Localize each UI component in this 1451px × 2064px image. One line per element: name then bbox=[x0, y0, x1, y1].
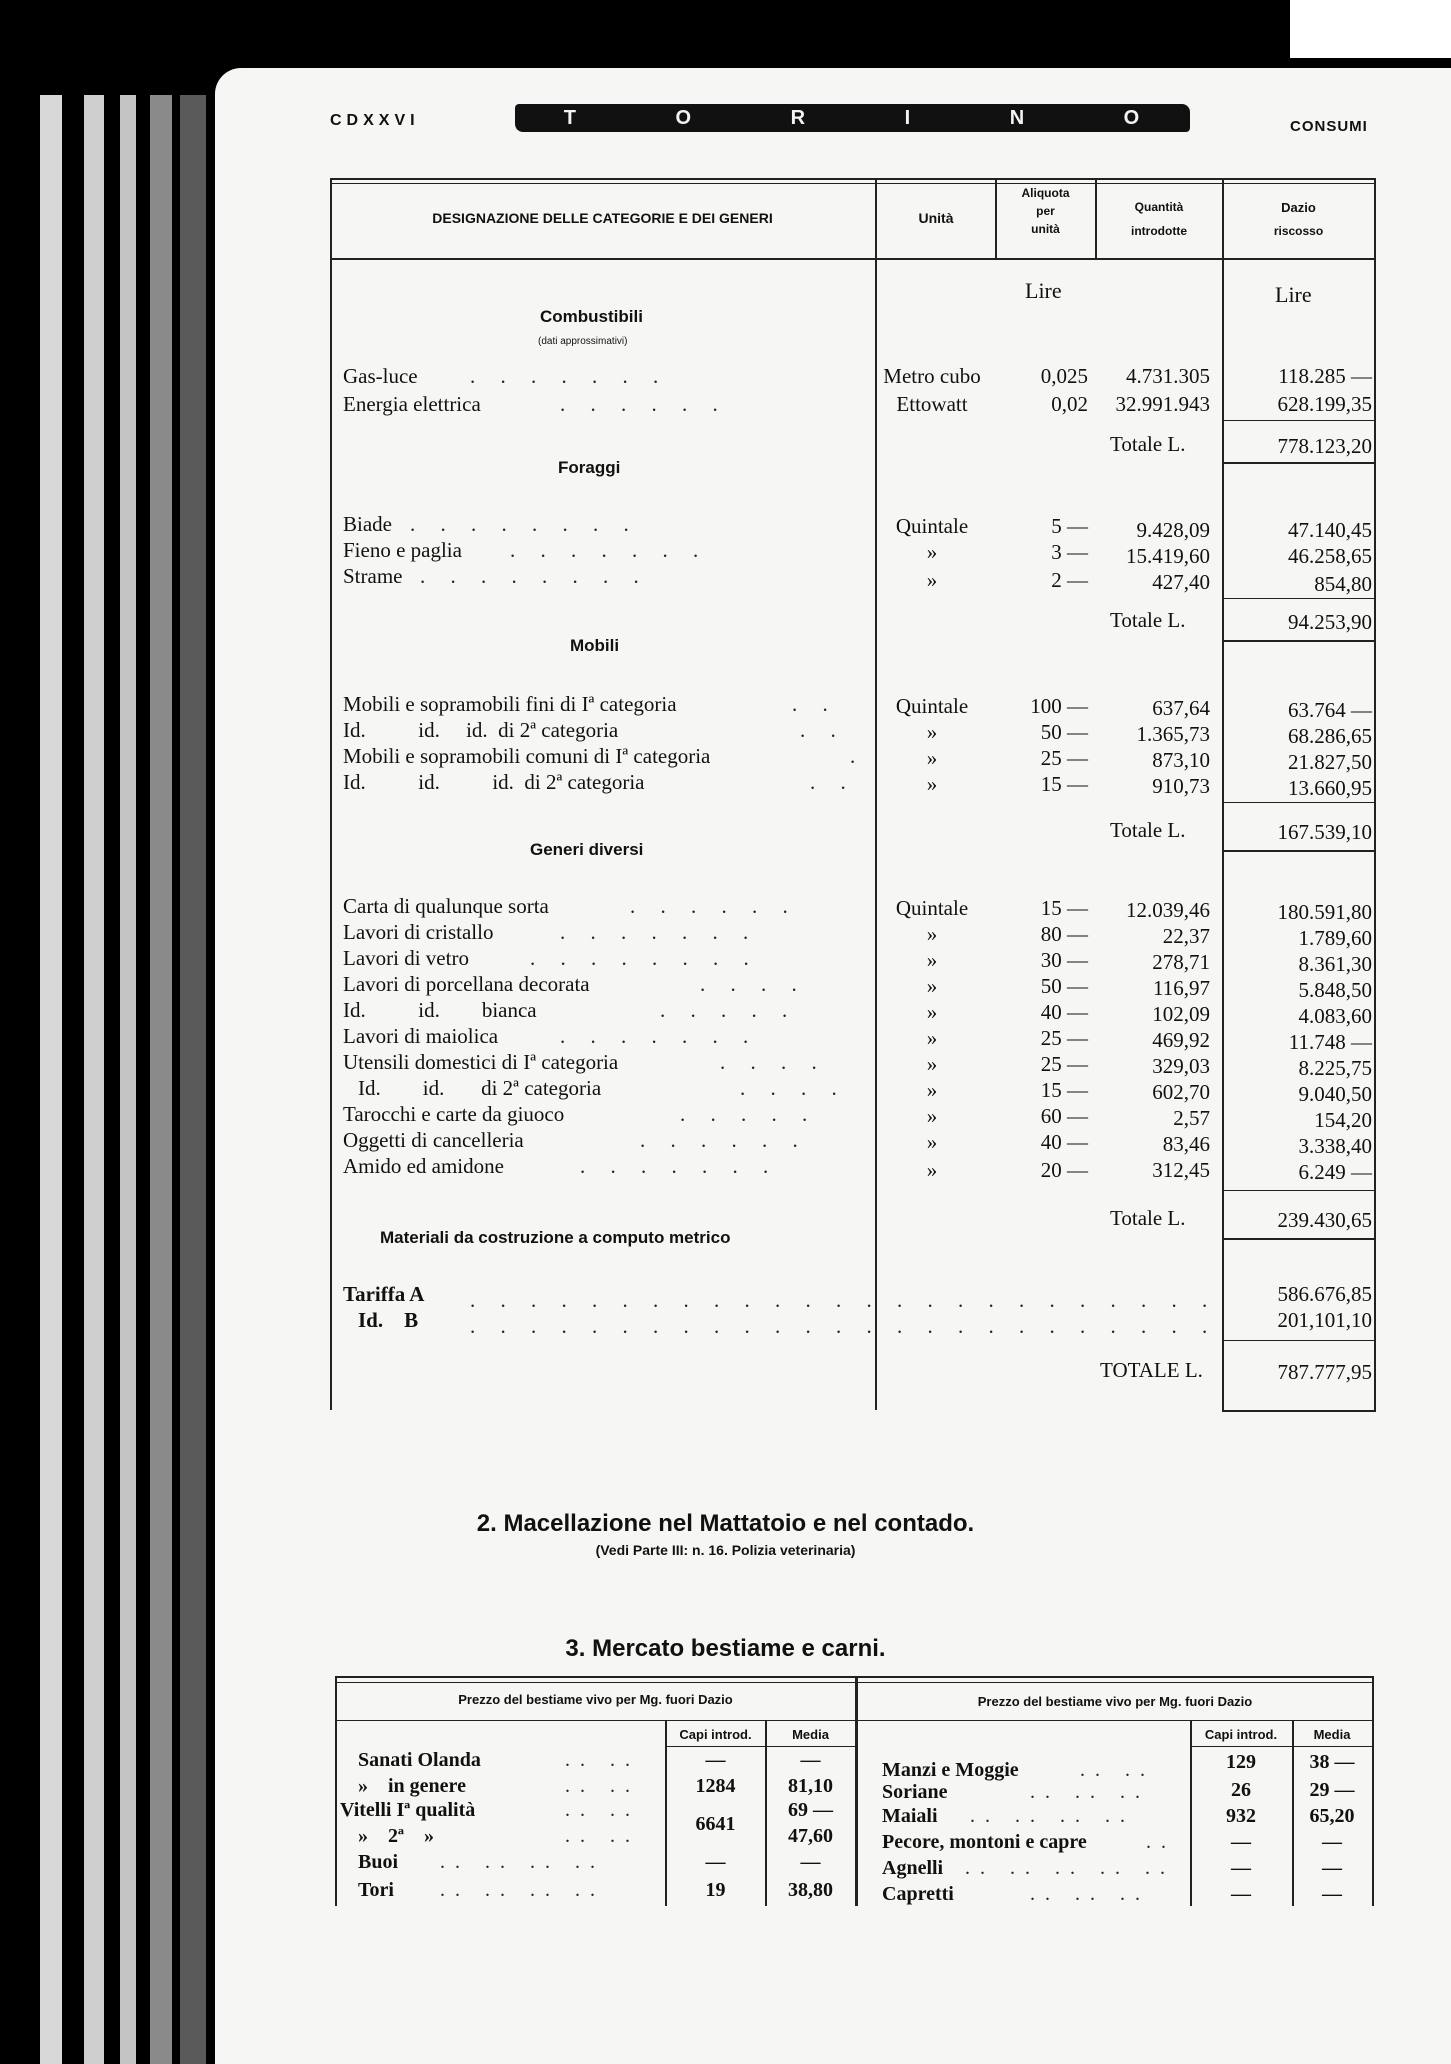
row-quantity: 1.365,73 bbox=[1136, 722, 1210, 746]
row-unit: » bbox=[926, 540, 938, 564]
market-col-capi-left bbox=[665, 1720, 667, 1906]
row-dazio: 21.827,50 bbox=[1288, 750, 1372, 774]
row-aliquota: 30 — bbox=[1040, 948, 1088, 972]
market-border-top-inner bbox=[335, 1682, 1372, 1683]
row-unit: » bbox=[926, 1158, 938, 1182]
market-border-right bbox=[1372, 1676, 1374, 1906]
page-number: CDXXVI bbox=[330, 112, 420, 129]
row-dazio: 46.258,65 bbox=[1288, 544, 1372, 568]
row-dazio: 586.676,85 bbox=[1277, 1282, 1372, 1306]
leader-dots: .. .. bbox=[565, 1799, 640, 1821]
book-edge bbox=[84, 95, 104, 2064]
total-rule bbox=[1222, 462, 1374, 464]
leader-dots: . . . . . . bbox=[640, 1128, 808, 1152]
row-unit: Quintale bbox=[895, 694, 969, 718]
row-quantity: 12.039,46 bbox=[1126, 898, 1210, 922]
total-mobili: 167.539,10 bbox=[1277, 820, 1372, 844]
table-header-rule bbox=[330, 258, 1376, 260]
row-aliquota: 0,025 bbox=[1040, 364, 1088, 388]
leader-dots: . . . . . . . . bbox=[530, 946, 759, 970]
row-unit: » bbox=[926, 746, 938, 770]
book-edge bbox=[40, 95, 62, 2064]
row-unit: » bbox=[926, 974, 938, 998]
header-dazio-1: Dazio bbox=[1281, 200, 1316, 215]
row-aliquota: 20 — bbox=[1040, 1158, 1088, 1182]
row-unit: » bbox=[926, 1104, 938, 1128]
market-row-capi: — bbox=[705, 1851, 726, 1873]
row-dazio: 180.591,80 bbox=[1277, 900, 1372, 924]
header-quantity-2: introdotte bbox=[1131, 224, 1187, 238]
row-desc: Amido ed amidone bbox=[343, 1154, 504, 1178]
leader-dots: . . . . . . . bbox=[470, 364, 669, 388]
book-edge bbox=[120, 95, 136, 2064]
total-foraggi: 94.253,90 bbox=[1288, 610, 1372, 634]
row-quantity: 278,71 bbox=[1152, 950, 1210, 974]
row-aliquota: 40 — bbox=[1040, 1000, 1088, 1024]
row-dazio: 628.199,35 bbox=[1277, 392, 1372, 416]
leader-dots: . . . . . . . bbox=[560, 920, 759, 944]
market-subheader-rule-left bbox=[665, 1746, 855, 1747]
table-border-right bbox=[1374, 178, 1376, 1410]
row-aliquota: 100 — bbox=[1030, 694, 1088, 718]
leader-dots: . . . . . . . bbox=[560, 1024, 759, 1048]
market-row-capi: — bbox=[1231, 1857, 1251, 1879]
row-dazio: 5.848,50 bbox=[1298, 978, 1372, 1002]
header-dazio-2: riscosso bbox=[1273, 224, 1324, 238]
leader-dots: .. .. .. .. bbox=[440, 1879, 605, 1901]
currency-dazio: Lire bbox=[1275, 282, 1312, 307]
row-unit: Quintale bbox=[895, 896, 969, 920]
leader-dots: .. .. .. .. .. bbox=[965, 1857, 1175, 1879]
leader-dots: . . . . . . . bbox=[580, 1154, 779, 1178]
market-row-label: Maiali bbox=[882, 1805, 938, 1827]
market-divider-center bbox=[855, 1676, 858, 1906]
market-row-label: Manzi e Moggie bbox=[882, 1759, 1019, 1781]
row-quantity: 32.991.943 bbox=[1115, 392, 1210, 416]
section-title: CONSUMI bbox=[1290, 118, 1368, 135]
market-left-header: Prezzo del bestiame vivo per Mg. fuori Dazio bbox=[458, 1692, 733, 1707]
market-row-media: 38 — bbox=[1309, 1751, 1355, 1773]
sum-rule bbox=[1222, 802, 1374, 803]
row-unit: Ettowatt bbox=[896, 392, 968, 416]
row-dazio: 63.764 — bbox=[1288, 698, 1372, 722]
row-quantity: 116,97 bbox=[1153, 976, 1210, 1000]
market-row-label: Buoi bbox=[358, 1851, 399, 1873]
row-aliquota: 25 — bbox=[1040, 1052, 1088, 1076]
row-dazio: 13.660,95 bbox=[1288, 776, 1372, 800]
market-row-label: Pecore, montoni e capre bbox=[882, 1831, 1087, 1853]
sum-rule bbox=[1222, 1340, 1374, 1341]
row-desc: Mobili e sopramobili comuni di Iª categoria bbox=[343, 744, 711, 768]
row-unit: » bbox=[926, 1026, 938, 1050]
market-row-label: Capretti bbox=[882, 1883, 954, 1905]
row-desc: Id. B bbox=[358, 1308, 419, 1332]
market-row-media: — bbox=[1322, 1857, 1342, 1879]
banner-letter: N bbox=[1009, 106, 1027, 129]
market-row-capi: 129 bbox=[1226, 1751, 1256, 1773]
row-quantity: 602,70 bbox=[1152, 1080, 1210, 1104]
row-desc: Lavori di cristallo bbox=[343, 920, 494, 944]
row-dazio: 201,101,10 bbox=[1277, 1308, 1372, 1332]
row-desc: Biade bbox=[343, 512, 392, 536]
row-unit: » bbox=[926, 1130, 938, 1154]
market-row-media: 38,80 bbox=[788, 1879, 833, 1901]
row-aliquota: 0,02 bbox=[1051, 392, 1088, 416]
row-desc: Strame bbox=[343, 564, 403, 588]
market-row-capi: — bbox=[1231, 1883, 1251, 1905]
market-row-label: Soriane bbox=[882, 1781, 948, 1803]
row-desc: Utensili domestici di Iª categoria bbox=[343, 1050, 619, 1074]
table-border-bottom bbox=[1222, 1410, 1376, 1412]
grand-total-label: TOTALE L. bbox=[1100, 1358, 1203, 1382]
market-left-col-capi: Capi introd. bbox=[679, 1727, 752, 1742]
book-edge bbox=[180, 95, 206, 2064]
market-row-media: — bbox=[1322, 1883, 1342, 1905]
col-divider-quantity bbox=[1095, 178, 1097, 260]
row-unit: » bbox=[926, 1000, 938, 1024]
total-label: Totale L. bbox=[1110, 432, 1186, 456]
row-unit: » bbox=[926, 1052, 938, 1076]
market-subheader-rule-right bbox=[1190, 1746, 1372, 1747]
header-aliquota-1: Aliquota bbox=[1021, 186, 1070, 200]
total-rule bbox=[1222, 640, 1374, 642]
row-aliquota: 2 — bbox=[1051, 568, 1088, 592]
row-desc: Carta di qualunque sorta bbox=[343, 894, 549, 918]
market-row-capi: — bbox=[705, 1749, 726, 1771]
row-desc: Mobili e sopramobili fini di Iª categoria bbox=[343, 692, 677, 716]
banner-letter: O bbox=[1123, 106, 1142, 129]
row-desc: Lavori di vetro bbox=[343, 946, 469, 970]
market-row-capi: 6641 bbox=[695, 1813, 736, 1835]
col-divider-aliquota bbox=[995, 178, 997, 260]
leader-dots: . . . . . . . . . . . . . . . . . . . . . . . . . bbox=[470, 1314, 1218, 1338]
scan-notch bbox=[1290, 0, 1451, 58]
row-desc: Id. id. id. di 2ª categoria bbox=[343, 770, 645, 794]
row-quantity: 910,73 bbox=[1152, 774, 1210, 798]
leader-dots: .. .. bbox=[565, 1825, 640, 1847]
market-row-media: 65,20 bbox=[1309, 1805, 1355, 1827]
market-border-top bbox=[335, 1676, 1372, 1678]
scan-border-top bbox=[0, 0, 1451, 70]
row-aliquota: 50 — bbox=[1040, 720, 1088, 744]
row-quantity: 15.419,60 bbox=[1126, 544, 1210, 568]
header-aliquota-2: per bbox=[1036, 204, 1055, 218]
row-desc: Id. id. id. di 2ª categoria bbox=[343, 718, 619, 742]
total-label: Totale L. bbox=[1110, 608, 1186, 632]
row-desc: Lavori di maiolica bbox=[343, 1024, 499, 1048]
row-quantity: 4.731.305 bbox=[1126, 364, 1210, 388]
row-dazio: 854,80 bbox=[1314, 572, 1372, 596]
row-dazio: 6.249 — bbox=[1298, 1160, 1372, 1184]
row-quantity: 329,03 bbox=[1152, 1054, 1210, 1078]
sum-rule bbox=[1222, 598, 1374, 599]
row-unit: » bbox=[926, 922, 938, 946]
total-rule bbox=[1222, 850, 1374, 852]
market-right-col-capi: Capi introd. bbox=[1204, 1727, 1278, 1742]
row-quantity: 469,92 bbox=[1152, 1028, 1210, 1052]
total-label: Totale L. bbox=[1110, 1206, 1186, 1230]
leader-dots: . . . . bbox=[740, 1076, 847, 1100]
row-dazio: 154,20 bbox=[1314, 1108, 1372, 1132]
row-quantity: 83,46 bbox=[1162, 1132, 1210, 1156]
row-desc: Energia elettrica bbox=[343, 392, 481, 416]
section3-title: 3. Mercato bestiame e carni. bbox=[565, 1635, 886, 1662]
leader-dots: . bbox=[850, 744, 866, 768]
row-dazio: 68.286,65 bbox=[1288, 724, 1372, 748]
leader-dots: . . . . bbox=[700, 972, 807, 996]
row-unit: » bbox=[926, 568, 938, 592]
row-unit: » bbox=[926, 772, 938, 796]
market-left-col-media: Media bbox=[792, 1727, 829, 1742]
market-row-media: — bbox=[800, 1749, 821, 1771]
market-right-col-media: Media bbox=[1313, 1727, 1351, 1742]
leader-dots: .. .. bbox=[565, 1775, 640, 1797]
row-desc: Lavori di porcellana decorata bbox=[343, 972, 590, 996]
row-dazio: 11.748 — bbox=[1288, 1030, 1372, 1054]
row-aliquota: 15 — bbox=[1040, 1078, 1088, 1102]
banner-letter: R bbox=[790, 106, 808, 129]
row-quantity: 2,57 bbox=[1173, 1106, 1210, 1130]
leader-dots: .. .. bbox=[1080, 1759, 1155, 1781]
row-dazio: 8.225,75 bbox=[1298, 1056, 1372, 1080]
row-quantity: 427,40 bbox=[1152, 570, 1210, 594]
market-border-left bbox=[335, 1676, 337, 1906]
leader-dots: . . . . . . . bbox=[510, 538, 709, 562]
leader-dots: . . . . . . . . bbox=[420, 564, 649, 588]
row-desc: Id. id. di 2ª categoria bbox=[358, 1076, 602, 1100]
row-aliquota: 80 — bbox=[1040, 922, 1088, 946]
market-row-media: 29 — bbox=[1309, 1779, 1355, 1801]
market-row-label: » in genere bbox=[358, 1775, 466, 1797]
row-aliquota: 15 — bbox=[1040, 772, 1088, 796]
row-quantity: 22,37 bbox=[1162, 924, 1210, 948]
market-row-capi: 26 bbox=[1231, 1779, 1251, 1801]
leader-dots: . . . . . . . . . . . . . . . . . . . . . . . . . bbox=[470, 1288, 1218, 1312]
row-aliquota: 25 — bbox=[1040, 746, 1088, 770]
leader-dots: .. .. .. bbox=[1030, 1883, 1150, 1905]
leader-dots: . . . . . . bbox=[560, 392, 728, 416]
banner-letter: I bbox=[904, 106, 913, 129]
leader-dots: .. .. .. bbox=[1030, 1781, 1150, 1803]
leader-dots: . . bbox=[800, 718, 846, 742]
section-mobili: Mobili bbox=[570, 636, 620, 655]
header-aliquota-3: unità bbox=[1031, 222, 1060, 236]
sum-rule bbox=[1222, 420, 1374, 421]
leader-dots: . . bbox=[792, 692, 838, 716]
market-row-capi: 1284 bbox=[695, 1775, 736, 1797]
row-desc: Tariffa A bbox=[343, 1282, 425, 1306]
leader-dots: . . . . . . . . bbox=[410, 512, 639, 536]
header-unit: Unità bbox=[918, 210, 954, 226]
market-row-label: Vitelli Iª qualità bbox=[340, 1799, 476, 1821]
row-unit: Metro cubo bbox=[883, 364, 981, 388]
section2-subtitle: (Vedi Parte III: n. 16. Polizia veterinaria) bbox=[595, 1542, 856, 1558]
leader-dots: .. bbox=[1146, 1831, 1176, 1853]
currency-aliquota: Lire bbox=[1025, 278, 1062, 303]
market-row-label: » 2ª » bbox=[358, 1825, 434, 1847]
combustibili-note: (dati approssimativi) bbox=[538, 336, 628, 347]
row-aliquota: 3 — bbox=[1051, 540, 1088, 564]
market-col-media-left bbox=[765, 1720, 767, 1906]
banner-letter: T bbox=[563, 106, 578, 129]
market-row-label: Tori bbox=[358, 1879, 394, 1901]
sum-rule bbox=[1222, 1190, 1374, 1191]
row-aliquota: 60 — bbox=[1040, 1104, 1088, 1128]
banner-letter: O bbox=[675, 106, 694, 129]
row-quantity: 312,45 bbox=[1152, 1158, 1210, 1182]
book-edge bbox=[150, 95, 172, 2064]
leader-dots: .. .. .. .. bbox=[440, 1851, 605, 1873]
row-dazio: 1.789,60 bbox=[1298, 926, 1372, 950]
section-foraggi: Foraggi bbox=[558, 458, 621, 477]
row-unit: » bbox=[926, 948, 938, 972]
market-right-header: Prezzo del bestiame vivo per Mg. fuori Dazio bbox=[977, 1694, 1253, 1709]
leader-dots: . . . . . bbox=[680, 1102, 818, 1126]
market-row-capi: 19 bbox=[705, 1879, 726, 1901]
row-quantity: 102,09 bbox=[1152, 1002, 1210, 1026]
section2-title: 2. Macellazione nel Mattatoio e nel contado. bbox=[476, 1510, 975, 1537]
row-dazio: 8.361,30 bbox=[1298, 952, 1372, 976]
section-materiali: Materiali da costruzione a computo metrico bbox=[380, 1228, 731, 1247]
row-quantity: 873,10 bbox=[1152, 748, 1210, 772]
leader-dots: .. .. .. .. bbox=[970, 1805, 1135, 1827]
row-desc: Tarocchi e carte da giuoco bbox=[343, 1102, 565, 1126]
row-quantity: 637,64 bbox=[1152, 696, 1210, 720]
row-dazio: 9.040,50 bbox=[1298, 1082, 1372, 1106]
row-aliquota: 25 — bbox=[1040, 1026, 1088, 1050]
total-combustibili: 778.123,20 bbox=[1277, 434, 1372, 458]
market-row-capi: 932 bbox=[1226, 1805, 1256, 1827]
row-dazio: 47.140,45 bbox=[1288, 518, 1372, 542]
row-dazio: 118.285 — bbox=[1278, 364, 1372, 388]
market-row-media: — bbox=[800, 1851, 821, 1873]
row-aliquota: 40 — bbox=[1040, 1130, 1088, 1154]
row-unit: Quintale bbox=[895, 514, 969, 538]
row-unit: » bbox=[926, 1078, 938, 1102]
market-row-media: 69 — bbox=[788, 1799, 833, 1821]
market-row-label: Sanati Olanda bbox=[358, 1749, 481, 1771]
section-generi-diversi: Generi diversi bbox=[530, 840, 644, 859]
market-row-capi: — bbox=[1231, 1831, 1251, 1853]
grand-total: 787.777,95 bbox=[1277, 1360, 1372, 1384]
market-header-rule bbox=[335, 1720, 1372, 1721]
table-border-top bbox=[330, 178, 1376, 180]
total-generi-diversi: 239.430,65 bbox=[1277, 1208, 1372, 1232]
row-dazio: 4.083,60 bbox=[1298, 1004, 1372, 1028]
leader-dots: . . . . bbox=[720, 1050, 827, 1074]
row-quantity: 9.428,09 bbox=[1136, 518, 1210, 542]
market-row-label: Agnelli bbox=[882, 1857, 944, 1879]
leader-dots: . . bbox=[810, 770, 856, 794]
market-row-media: 47,60 bbox=[788, 1825, 833, 1847]
row-desc: Fieno e paglia bbox=[343, 538, 462, 562]
market-row-media: — bbox=[1322, 1831, 1342, 1853]
total-rule bbox=[1222, 1238, 1374, 1240]
row-aliquota: 15 — bbox=[1040, 896, 1088, 920]
table-border-left bbox=[330, 178, 332, 1410]
row-aliquota: 50 — bbox=[1040, 974, 1088, 998]
market-row-media: 81,10 bbox=[788, 1775, 833, 1797]
leader-dots: .. .. bbox=[565, 1749, 640, 1771]
row-aliquota: 5 — bbox=[1051, 514, 1088, 538]
row-desc: Oggetti di cancelleria bbox=[343, 1128, 524, 1152]
row-desc: Id. id. bianca bbox=[343, 998, 537, 1022]
leader-dots: . . . . . . bbox=[630, 894, 798, 918]
section-combustibili: Combustibili bbox=[540, 307, 643, 326]
header-designation: DESIGNAZIONE DELLE CATEGORIE E DEI GENERI bbox=[432, 210, 773, 226]
city-banner bbox=[515, 104, 1190, 132]
row-unit: » bbox=[926, 720, 938, 744]
row-desc: Gas-luce bbox=[343, 364, 418, 388]
header-quantity-1: Quantità bbox=[1134, 200, 1184, 214]
total-label: Totale L. bbox=[1110, 818, 1186, 842]
row-dazio: 3.338,40 bbox=[1298, 1134, 1372, 1158]
leader-dots: . . . . . bbox=[660, 998, 798, 1022]
table-border-top-inner bbox=[330, 183, 1376, 184]
